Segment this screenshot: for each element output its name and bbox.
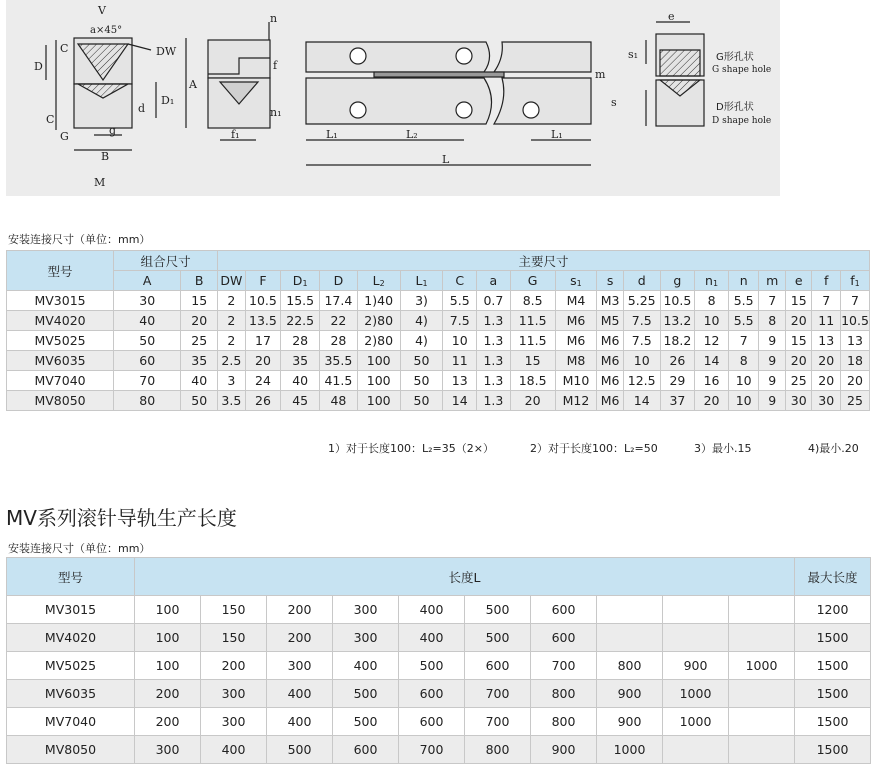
model-cell: MV8050: [7, 391, 114, 411]
subheader-18: e: [785, 271, 812, 291]
table-row: [7, 291, 870, 311]
subheader-0: A: [114, 271, 181, 291]
value-cell: 0.7: [477, 291, 511, 311]
value-cell: 12: [695, 331, 729, 351]
label-D1: D₁: [161, 94, 175, 107]
value-cell: 40: [281, 371, 320, 391]
g-hole-label-en: G shape hole: [712, 65, 772, 75]
section-title: MV系列滚针导轨生产长度: [6, 506, 237, 530]
value-cell: 2)80: [357, 331, 400, 351]
value-cell: 1)40: [357, 291, 400, 311]
g-hole-label: G形孔状: [716, 52, 754, 63]
length-cell: 1000: [597, 736, 663, 764]
value-cell: 7.5: [623, 311, 660, 331]
value-cell: 13: [812, 331, 841, 351]
d-hole-label-en: D shape hole: [712, 116, 772, 126]
technical-drawing: [6, 0, 780, 196]
table-row: [7, 708, 871, 736]
subheader-2: DW: [218, 271, 246, 291]
length-cell: 600: [399, 680, 465, 708]
value-cell: 18.2: [660, 331, 695, 351]
subheader-10: G: [510, 271, 555, 291]
value-cell: 30: [785, 391, 812, 411]
table1-caption: 安装连接尺寸（单位：mm）: [8, 233, 151, 246]
value-cell: 8: [759, 311, 786, 331]
label-G: G: [60, 130, 69, 143]
value-cell: M10: [555, 371, 597, 391]
length-cell: [597, 596, 663, 624]
value-cell: 8: [695, 291, 729, 311]
max-length-cell: 1200: [795, 596, 871, 624]
value-cell: 2: [218, 331, 246, 351]
value-cell: 13: [841, 331, 870, 351]
value-cell: M6: [597, 391, 624, 411]
value-cell: 11: [812, 311, 841, 331]
model-cell: MV8050: [7, 736, 135, 764]
value-cell: M6: [555, 331, 597, 351]
length-cell: 400: [399, 624, 465, 652]
length-cell: 500: [333, 708, 399, 736]
length-cell: 500: [399, 652, 465, 680]
value-cell: 7.5: [623, 331, 660, 351]
value-cell: 15.5: [281, 291, 320, 311]
value-cell: 1.3: [477, 311, 511, 331]
value-cell: 10.5: [660, 291, 695, 311]
header-model: 型号: [7, 558, 135, 596]
value-cell: 10: [623, 351, 660, 371]
table-row: [7, 652, 871, 680]
value-cell: 5.5: [443, 291, 477, 311]
value-cell: 35: [181, 351, 218, 371]
length-cell: 100: [135, 652, 201, 680]
value-cell: 11.5: [510, 331, 555, 351]
length-cell: 200: [201, 652, 267, 680]
value-cell: M6: [597, 331, 624, 351]
length-cell: 500: [465, 624, 531, 652]
length-cell: 400: [267, 708, 333, 736]
length-cell: 800: [531, 708, 597, 736]
value-cell: 20: [785, 351, 812, 371]
length-cell: 800: [465, 736, 531, 764]
length-cell: 500: [267, 736, 333, 764]
label-B: B: [101, 150, 110, 163]
value-cell: 4): [400, 311, 443, 331]
value-cell: 25: [181, 331, 218, 351]
value-cell: 50: [400, 391, 443, 411]
model-cell: MV7040: [7, 708, 135, 736]
value-cell: 15: [181, 291, 218, 311]
value-cell: 80: [114, 391, 181, 411]
label-M: M: [94, 176, 106, 189]
model-cell: MV5025: [7, 331, 114, 351]
length-cell: [597, 624, 663, 652]
length-cell: 400: [267, 680, 333, 708]
value-cell: 5.5: [728, 311, 759, 331]
length-cell: 900: [531, 736, 597, 764]
label-L: L: [442, 153, 450, 166]
value-cell: 2)80: [357, 311, 400, 331]
value-cell: 13: [443, 371, 477, 391]
value-cell: 45: [281, 391, 320, 411]
value-cell: 20: [181, 311, 218, 331]
value-cell: 26: [245, 391, 281, 411]
length-cell: 800: [597, 652, 663, 680]
value-cell: 40: [114, 311, 181, 331]
table-row: [7, 736, 871, 764]
length-cell: 300: [201, 708, 267, 736]
length-cell: 300: [267, 652, 333, 680]
length-cell: 200: [267, 596, 333, 624]
table-row: [7, 391, 870, 411]
length-cell: 200: [267, 624, 333, 652]
length-cell: 300: [135, 736, 201, 764]
header-main: 主要尺寸: [218, 251, 870, 271]
value-cell: 18.5: [510, 371, 555, 391]
subheader-8: C: [443, 271, 477, 291]
value-cell: 3: [218, 371, 246, 391]
value-cell: 10: [728, 371, 759, 391]
length-cell: [729, 708, 795, 736]
label-L1-left: L₁: [326, 128, 338, 141]
value-cell: 2.5: [218, 351, 246, 371]
value-cell: 20: [841, 371, 870, 391]
value-cell: M3: [597, 291, 624, 311]
length-cell: 300: [333, 624, 399, 652]
value-cell: 20: [812, 371, 841, 391]
value-cell: 20: [245, 351, 281, 371]
value-cell: 25: [785, 371, 812, 391]
length-cell: 150: [201, 624, 267, 652]
length-cell: 200: [135, 708, 201, 736]
dimensions-table: [6, 250, 870, 411]
subheader-4: $D_1$: [281, 271, 320, 291]
value-cell: 5.25: [623, 291, 660, 311]
length-cell: 700: [531, 652, 597, 680]
length-cell: [663, 736, 729, 764]
subheader-12: s: [597, 271, 624, 291]
value-cell: 28: [320, 331, 358, 351]
value-cell: 60: [114, 351, 181, 371]
length-cell: 600: [399, 708, 465, 736]
value-cell: 40: [181, 371, 218, 391]
header-model: 型号: [7, 251, 114, 291]
subheader-5: D: [320, 271, 358, 291]
model-cell: MV4020: [7, 624, 135, 652]
value-cell: 1.3: [477, 371, 511, 391]
subheader-19: f: [812, 271, 841, 291]
value-cell: 15: [785, 291, 812, 311]
value-cell: 16: [695, 371, 729, 391]
label-m: m: [595, 68, 606, 81]
label-n1: n₁: [270, 106, 282, 119]
label-L1-right: L₁: [551, 128, 563, 141]
value-cell: 20: [785, 311, 812, 331]
length-cell: [729, 680, 795, 708]
length-cell: 900: [597, 708, 663, 736]
value-cell: 22: [320, 311, 358, 331]
subheader-17: m: [759, 271, 786, 291]
length-cell: [729, 736, 795, 764]
value-cell: 22.5: [281, 311, 320, 331]
table-row: [7, 351, 870, 371]
value-cell: 7: [728, 331, 759, 351]
note-2: 2）对于长度100：L₂=50: [530, 442, 658, 455]
value-cell: 7: [759, 291, 786, 311]
value-cell: 50: [181, 391, 218, 411]
length-cell: 1000: [729, 652, 795, 680]
note-1: 1）对于长度100：L₂=35（2×）: [328, 442, 494, 455]
value-cell: M6: [555, 311, 597, 331]
length-cell: 900: [663, 652, 729, 680]
note-3: 3）最小.15: [694, 442, 752, 455]
length-cell: 400: [201, 736, 267, 764]
subheader-13: d: [623, 271, 660, 291]
length-cell: 400: [333, 652, 399, 680]
length-cell: 200: [135, 680, 201, 708]
table-row: [7, 596, 871, 624]
length-cell: [663, 624, 729, 652]
length-cell: 300: [201, 680, 267, 708]
value-cell: 7: [841, 291, 870, 311]
length-cell: 500: [465, 596, 531, 624]
label-n: n: [270, 12, 278, 25]
header-length: 长度L: [135, 558, 795, 596]
subheader-16: n: [728, 271, 759, 291]
label-DW: DW: [156, 45, 177, 58]
length-cell: 900: [597, 680, 663, 708]
subheader-1: B: [181, 271, 218, 291]
value-cell: 12.5: [623, 371, 660, 391]
max-length-cell: 1500: [795, 708, 871, 736]
model-cell: MV4020: [7, 311, 114, 331]
subheader-7: $L_1$: [400, 271, 443, 291]
value-cell: 7.5: [443, 311, 477, 331]
model-cell: MV3015: [7, 596, 135, 624]
length-cell: 100: [135, 596, 201, 624]
value-cell: 41.5: [320, 371, 358, 391]
d-hole-label: D形孔状: [716, 102, 754, 113]
value-cell: 13.2: [660, 311, 695, 331]
label-s: s: [611, 96, 617, 109]
length-cell: 800: [531, 680, 597, 708]
label-L2: L₂: [406, 128, 418, 141]
max-length-cell: 1500: [795, 652, 871, 680]
value-cell: 15: [785, 331, 812, 351]
value-cell: 10.5: [245, 291, 281, 311]
value-cell: M4: [555, 291, 597, 311]
table-row: [7, 311, 870, 331]
label-f: f: [273, 59, 278, 72]
value-cell: 5.5: [728, 291, 759, 311]
value-cell: 100: [357, 351, 400, 371]
model-cell: MV3015: [7, 291, 114, 311]
length-cell: 1000: [663, 680, 729, 708]
label-V: V: [98, 4, 106, 17]
value-cell: 13.5: [245, 311, 281, 331]
value-cell: 4): [400, 331, 443, 351]
length-cell: [663, 596, 729, 624]
length-cell: 300: [333, 596, 399, 624]
value-cell: M8: [555, 351, 597, 371]
length-cell: [729, 596, 795, 624]
subheader-14: g: [660, 271, 695, 291]
value-cell: 10: [443, 331, 477, 351]
label-f1: f₁: [231, 128, 240, 141]
length-cell: 700: [399, 736, 465, 764]
value-cell: 3): [400, 291, 443, 311]
value-cell: 14: [443, 391, 477, 411]
value-cell: 9: [759, 351, 786, 371]
max-length-cell: 1500: [795, 680, 871, 708]
value-cell: 9: [759, 331, 786, 351]
table-row: [7, 680, 871, 708]
table2-caption: 安装连接尺寸（单位：mm）: [8, 542, 151, 555]
value-cell: 17: [245, 331, 281, 351]
value-cell: 70: [114, 371, 181, 391]
note-4: 4)最小.20: [808, 442, 859, 455]
label-D: D: [34, 60, 43, 73]
lengths-table: [6, 557, 871, 764]
label-C-top: C: [60, 42, 69, 55]
length-cell: 700: [465, 680, 531, 708]
value-cell: 1.3: [477, 351, 511, 371]
header-combo: 组合尺寸: [114, 251, 218, 271]
max-length-cell: 1500: [795, 624, 871, 652]
subheader-11: $s_1$: [555, 271, 597, 291]
value-cell: 17.4: [320, 291, 358, 311]
value-cell: 48: [320, 391, 358, 411]
value-cell: 24: [245, 371, 281, 391]
subheader-15: $n_1$: [695, 271, 729, 291]
value-cell: 37: [660, 391, 695, 411]
value-cell: 1.3: [477, 391, 511, 411]
model-cell: MV6035: [7, 680, 135, 708]
model-cell: MV7040: [7, 371, 114, 391]
value-cell: 9: [759, 391, 786, 411]
value-cell: 35: [281, 351, 320, 371]
length-cell: 1000: [663, 708, 729, 736]
value-cell: 50: [400, 351, 443, 371]
length-cell: 700: [465, 708, 531, 736]
value-cell: 8: [728, 351, 759, 371]
label-e: e: [668, 10, 675, 23]
value-cell: 11.5: [510, 311, 555, 331]
length-cell: 600: [531, 624, 597, 652]
value-cell: 14: [695, 351, 729, 371]
length-cell: 400: [399, 596, 465, 624]
subheader-9: a: [477, 271, 511, 291]
value-cell: 1.3: [477, 331, 511, 351]
value-cell: 11: [443, 351, 477, 371]
length-cell: 600: [531, 596, 597, 624]
side-view: [306, 42, 591, 165]
value-cell: 14: [623, 391, 660, 411]
end-view: [208, 22, 270, 140]
value-cell: 2: [218, 291, 246, 311]
hole-detail-view: [646, 22, 704, 126]
header-max-length: 最大长度: [795, 558, 871, 596]
length-cell: 100: [135, 624, 201, 652]
model-cell: MV5025: [7, 652, 135, 680]
label-d: d: [138, 102, 146, 115]
value-cell: 10: [695, 311, 729, 331]
value-cell: 3.5: [218, 391, 246, 411]
value-cell: 10.5: [841, 311, 870, 331]
value-cell: 9: [759, 371, 786, 391]
length-cell: 150: [201, 596, 267, 624]
value-cell: 28: [281, 331, 320, 351]
value-cell: 30: [812, 391, 841, 411]
max-length-cell: 1500: [795, 736, 871, 764]
table-row: [7, 624, 871, 652]
value-cell: 50: [400, 371, 443, 391]
value-cell: M5: [597, 311, 624, 331]
value-cell: 50: [114, 331, 181, 351]
value-cell: M12: [555, 391, 597, 411]
value-cell: 35.5: [320, 351, 358, 371]
value-cell: 20: [695, 391, 729, 411]
value-cell: 29: [660, 371, 695, 391]
value-cell: M6: [597, 351, 624, 371]
label-a45: a×45°: [90, 25, 123, 36]
value-cell: 20: [510, 391, 555, 411]
label-C-bottom: C: [46, 113, 55, 126]
value-cell: 7: [812, 291, 841, 311]
value-cell: 2: [218, 311, 246, 331]
subheader-3: F: [245, 271, 281, 291]
value-cell: 20: [812, 351, 841, 371]
value-cell: 25: [841, 391, 870, 411]
label-g: g: [109, 124, 117, 137]
length-cell: 500: [333, 680, 399, 708]
value-cell: 100: [357, 391, 400, 411]
value-cell: 15: [510, 351, 555, 371]
table-row: [7, 331, 870, 351]
model-cell: MV6035: [7, 351, 114, 371]
value-cell: 100: [357, 371, 400, 391]
length-cell: 600: [465, 652, 531, 680]
label-A: A: [189, 78, 197, 91]
value-cell: 18: [841, 351, 870, 371]
subheader-20: $f_1$: [841, 271, 870, 291]
length-cell: 600: [333, 736, 399, 764]
value-cell: M6: [597, 371, 624, 391]
value-cell: 10: [728, 391, 759, 411]
value-cell: 8.5: [510, 291, 555, 311]
length-cell: [729, 624, 795, 652]
value-cell: 26: [660, 351, 695, 371]
label-s1: s₁: [628, 48, 639, 61]
subheader-6: $L_2$: [357, 271, 400, 291]
table-row: [7, 371, 870, 391]
value-cell: 30: [114, 291, 181, 311]
